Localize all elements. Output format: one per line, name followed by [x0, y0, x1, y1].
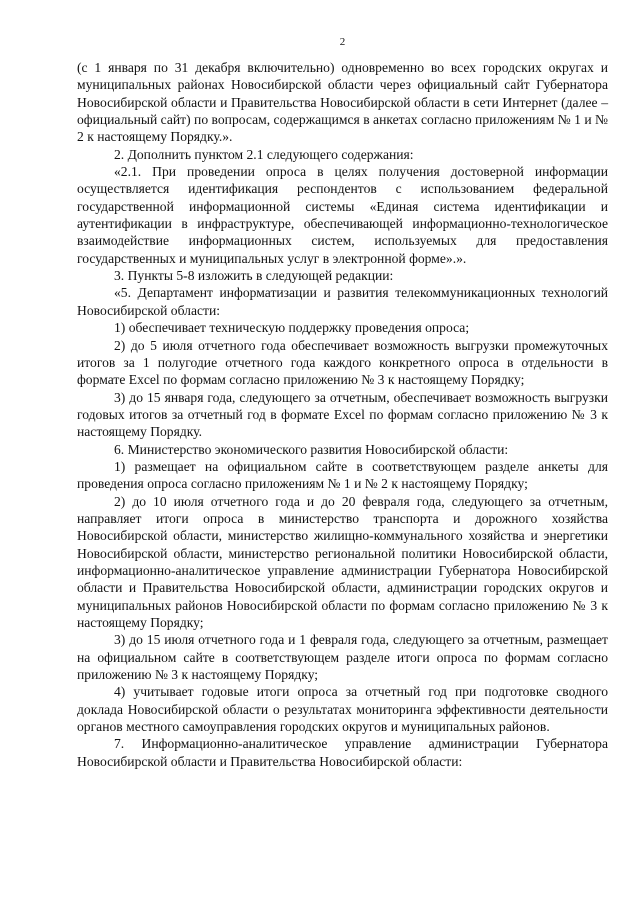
paragraph-item-3: 3. Пункты 5-8 изложить в следующей редакции: [114, 268, 394, 284]
document-body [77, 59, 608, 770]
paragraph-clause-6-4: 4) учитывает годовые итоги опроса за отчетный год при подготовке сводного доклада Новосибирской области о результатах мониторинга эффективности деятельности органов местного самоуправления городских округов и муниципальных районов. [77, 684, 608, 735]
paragraph-clause-6: 6. Министерство экономического развития Новосибирской области: [114, 441, 509, 457]
paragraph-clause-5-1: 1) обеспечивает техническую поддержку проведения опроса; [114, 320, 470, 336]
paragraph-clause-7: 7. Информационно-аналитическое управление администрации Губернатора Новосибирской области и Правительства Новосибирской области: [77, 736, 608, 769]
paragraph-clause-5-3: 3) до 15 января года, следующего за отчетным, обеспечивает возможность выгрузки годовых итогов за отчетный год в формате Excel по формам согласно приложению № 3 к настоящему Порядку. [77, 389, 608, 440]
paragraph-clause-6-1: 1) размещает на официальном сайте в соответствующем разделе анкеты для проведения опроса согласно приложениям № 1 и № 2 к настоящему Порядку; [77, 458, 608, 492]
paragraph-item-2: 2. Дополнить пунктом 2.1 следующего содержания: [114, 146, 414, 162]
paragraph-continuation: (с 1 января по 31 декабря включительно) одновременно во всех городских округах и муниципальных районах Новосибирской области через официальный сайт Губернатора Новосибирской области и Правительства Новосибирской области в сети Интернет (далее – официальный сайт) по вопросам, содержащимся в анкетах согласно приложениям № 1 и № 2 к настоящему Порядку.». [77, 60, 608, 145]
paragraph-clause-6-3: 3) до 15 июля отчетного года и 1 февраля года, следующего за отчетным, размещает на официальном сайте в соответствующем разделе итоги опроса по формам согласно приложению № 3 к настоящему Порядку; [77, 632, 608, 683]
paragraph-clause-6-2: 2) до 10 июля отчетного года и до 20 февраля года, следующего за отчетным, направляет итоги опроса в министерство транспорта и дорожного хозяйства Новосибирской области, министерство жилищно-коммунального хозяйства и энергетики Новосибирской области, министерство региональной политики Новосибирской области, информационно-аналитическое управление администрации Губернатора Новосибирской области и Правительства Новосибирской области, администрации городских округов и муниципальных районов Новосибирской области по формам согласно приложению № 3 к настоящему Порядку; [77, 493, 608, 630]
paragraph-clause-2-1: «2.1. При проведении опроса в целях получения достоверной информации осуществляется идентификация респондентов с использованием федеральной государственной информационной системы «Единая система идентификации и аутентификации в инфраструктуре, обеспечивающей информационно-технологическое взаимодействие информационных систем, используемых для предоставления государственных и муниципальных услуг в электронной форме».». [77, 164, 608, 266]
page-number: 2 [339, 36, 346, 48]
paragraph-clause-5-2: 2) до 5 июля отчетного года обеспечивает возможность выгрузки промежуточных итогов за 1 полугодие отчетного года каждого конкретного опроса в отдельности в формате Excel по формам согласно приложению № 3 к настоящему Порядку; [77, 337, 608, 388]
paragraph-clause-5: «5. Департамент информатизации и развития телекоммуникационных технологий Новосибирской области: [77, 285, 608, 318]
